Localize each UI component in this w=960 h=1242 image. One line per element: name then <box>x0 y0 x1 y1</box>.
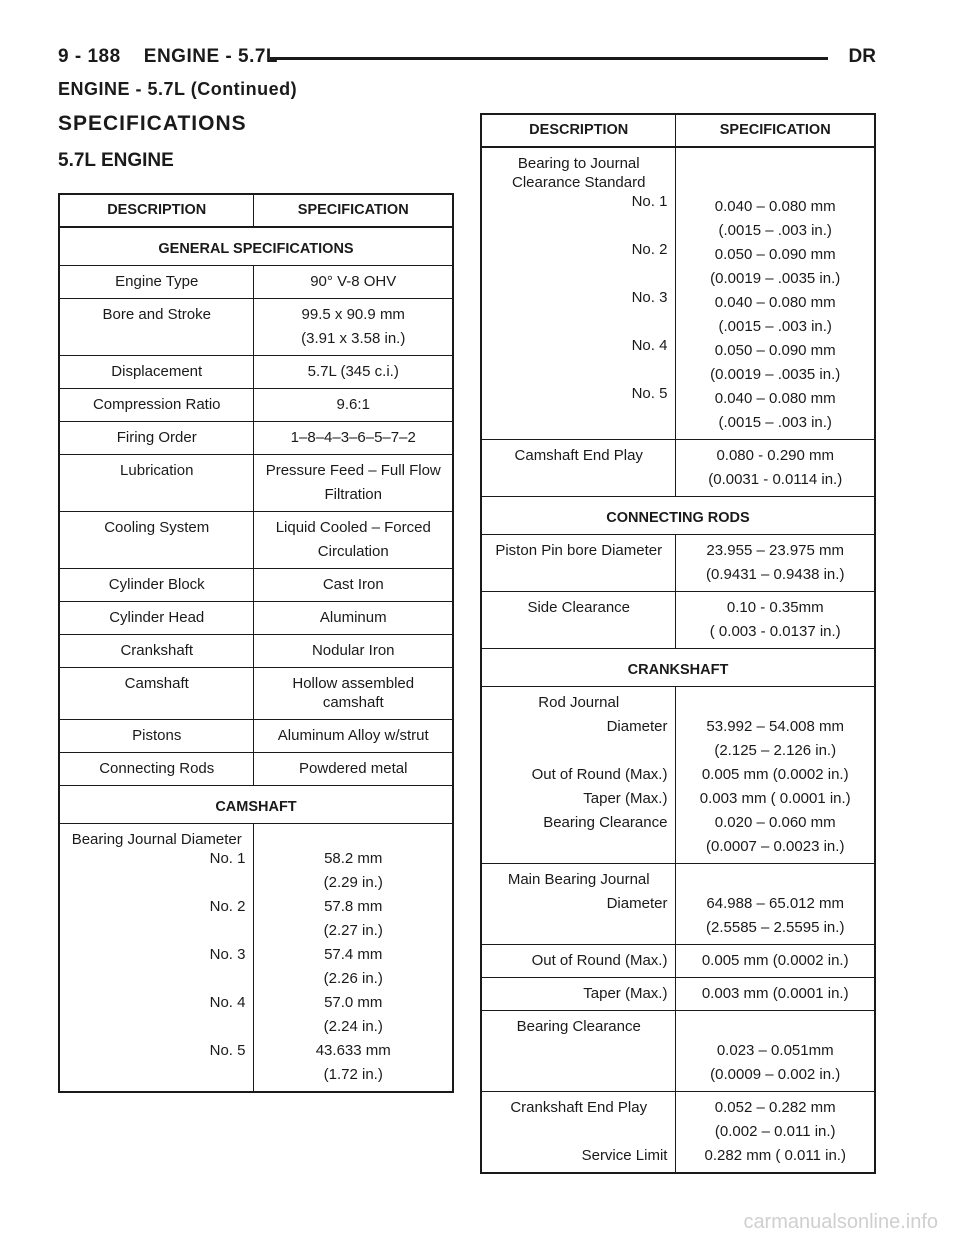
specification-cell <box>254 266 453 299</box>
table-row <box>481 687 875 864</box>
page-header <box>58 42 876 76</box>
spec-value: Liquid Cooled – Forced <box>275 519 431 536</box>
specification-cell <box>676 592 875 649</box>
specification-cell <box>676 978 875 1011</box>
general-rows <box>59 266 453 786</box>
column-header-description: DESCRIPTION <box>59 194 254 227</box>
description-text: Diameter <box>606 718 668 735</box>
spec-value: 0.050 – 0.090 mm <box>714 246 836 263</box>
spec-value: 90° V-8 OHV <box>310 273 397 290</box>
description-text: No. 5 <box>631 385 668 402</box>
description-text: Camshaft <box>124 675 189 692</box>
spec-value: (2.26 in.) <box>323 970 383 987</box>
description-text: Cylinder Block <box>108 576 205 593</box>
specification-cell <box>676 687 875 864</box>
specs-table-left <box>58 193 454 1093</box>
description-cell <box>59 753 254 786</box>
table-row <box>59 389 453 422</box>
spec-value: 0.020 – 0.060 mm <box>714 814 836 831</box>
description-text: Crankshaft <box>120 642 194 659</box>
specification-cell <box>254 512 453 569</box>
spec-value: Cast Iron <box>322 576 384 593</box>
description-text: No. 1 <box>209 850 246 867</box>
spec-value: Aluminum Alloy w/strut <box>277 727 429 744</box>
spec-value: (.0015 – .003 in.) <box>718 318 832 335</box>
specification-cell <box>254 356 453 389</box>
description-cell <box>481 1011 676 1092</box>
table-row <box>59 299 453 356</box>
table-row <box>59 356 453 389</box>
spec-value: Hollow assembled camshaft <box>292 675 415 711</box>
spec-value: Circulation <box>317 543 389 560</box>
description-cell <box>59 356 254 389</box>
description-text: Service Limit <box>581 1147 668 1164</box>
spec-value: 0.052 – 0.282 mm <box>714 1099 836 1116</box>
spec-value: (3.91 x 3.58 in.) <box>301 330 406 347</box>
description-text: Cooling System <box>104 519 210 536</box>
connecting-rods-rows <box>481 535 875 649</box>
spacer <box>490 312 667 331</box>
description-cell <box>59 635 254 668</box>
table-row <box>59 455 453 512</box>
table-row <box>481 592 875 649</box>
description-text: Compression Ratio <box>92 396 221 413</box>
specification-cell <box>676 535 875 592</box>
spec-value: 0.050 – 0.090 mm <box>714 342 836 359</box>
description-text: Engine Type <box>115 273 199 290</box>
spec-value: 0.040 – 0.080 mm <box>714 390 836 407</box>
spacer <box>68 1017 245 1036</box>
spec-value: (1.72 in.) <box>323 1066 383 1083</box>
specs-table-right <box>480 113 876 1174</box>
description-cell <box>59 455 254 512</box>
description-cell <box>481 1092 676 1174</box>
description-cell <box>59 720 254 753</box>
spacer <box>490 216 667 235</box>
specification-cell <box>254 824 453 1093</box>
table-row <box>481 945 875 978</box>
description-cell <box>481 945 676 978</box>
section-camshaft: CAMSHAFT <box>59 786 453 824</box>
spec-value: Filtration <box>324 486 382 503</box>
description-text: No. 5 <box>209 1042 246 1059</box>
specification-cell <box>254 422 453 455</box>
spec-value: Powdered metal <box>299 760 408 777</box>
spec-value: (2.125 – 2.126 in.) <box>714 742 837 759</box>
header-rule <box>270 57 828 60</box>
vehicle-code: DR <box>848 46 876 67</box>
specification-cell <box>254 569 453 602</box>
section-title: SPECIFICATIONS <box>58 112 247 135</box>
specification-cell <box>254 753 453 786</box>
spec-value: (0.0009 – 0.002 in.) <box>710 1066 841 1083</box>
section-crankshaft: CRANKSHAFT <box>481 649 875 687</box>
specification-cell <box>676 945 875 978</box>
table-row <box>59 602 453 635</box>
specification-cell <box>676 1011 875 1092</box>
description-text: Piston Pin bore Diameter <box>495 542 663 559</box>
description-cell <box>59 266 254 299</box>
page-number-title: 9 - 188 ENGINE - 5.7L <box>58 46 279 67</box>
description-text: No. 4 <box>209 994 246 1011</box>
spec-value: 0.023 – 0.051mm <box>716 1042 834 1059</box>
spec-value: 1–8–4–3–6–5–7–2 <box>290 429 416 446</box>
spec-value: (2.24 in.) <box>323 1018 383 1035</box>
spec-value: Aluminum <box>319 609 387 626</box>
description-text: Taper (Max.) <box>583 985 668 1002</box>
section-general: GENERAL SPECIFICATIONS <box>59 227 453 266</box>
spec-value: 0.282 mm ( 0.011 in.) <box>704 1147 846 1164</box>
specification-cell <box>254 635 453 668</box>
table-row <box>481 147 875 440</box>
column-header-specification: SPECIFICATION <box>676 114 875 147</box>
description-text: Bearing Journal Diameter <box>71 831 242 848</box>
column-header-description: DESCRIPTION <box>481 114 676 147</box>
specification-cell <box>676 147 875 440</box>
spec-value: (2.29 in.) <box>323 874 383 891</box>
description-text: Displacement <box>111 363 203 380</box>
spec-value: 57.0 mm <box>324 994 383 1011</box>
spacer <box>68 1065 245 1084</box>
spec-value: 64.988 – 65.012 mm <box>706 895 845 912</box>
spec-value: 0.005 mm (0.0002 in.) <box>701 766 849 783</box>
description-text: Lubrication <box>120 462 194 479</box>
specification-cell <box>676 1092 875 1174</box>
spec-value: (2.27 in.) <box>323 922 383 939</box>
description-text: Bearing Clearance <box>543 814 668 831</box>
description-cell <box>481 687 676 864</box>
description-cell <box>59 389 254 422</box>
description-text: Main Bearing Journal <box>507 871 650 888</box>
specification-cell <box>254 299 453 356</box>
spec-value: ( 0.003 - 0.0137 in.) <box>709 623 841 640</box>
spec-value: (2.5585 – 2.5595 in.) <box>706 919 845 936</box>
specification-cell <box>254 720 453 753</box>
spec-value: 58.2 mm <box>324 850 383 867</box>
description-text: Side Clearance <box>527 599 630 616</box>
spec-value: 0.005 mm (0.0002 in.) <box>701 952 849 969</box>
description-text: Bearing to Journal <box>517 155 640 172</box>
spacer <box>68 873 245 892</box>
description-text: Cylinder Head <box>109 609 205 626</box>
description-text: Rod Journal <box>538 694 620 711</box>
description-cell <box>481 535 676 592</box>
specification-cell <box>254 455 453 512</box>
spacer <box>68 921 245 940</box>
spec-value: 57.4 mm <box>324 946 383 963</box>
table-row <box>59 569 453 602</box>
table-row <box>59 635 453 668</box>
description-cell <box>59 512 254 569</box>
table-row <box>59 824 453 1093</box>
specification-cell <box>254 602 453 635</box>
description-cell <box>59 299 254 356</box>
table-row <box>481 535 875 592</box>
spec-value: Nodular Iron <box>311 642 395 659</box>
description-cell <box>481 978 676 1011</box>
spec-value: 0.003 mm ( 0.0001 in.) <box>699 790 851 807</box>
description-text: No. 2 <box>631 241 668 258</box>
engine-title: 5.7L ENGINE <box>58 150 174 171</box>
spec-value: (0.0019 – .0035 in.) <box>710 366 841 383</box>
description-text: Crankshaft End Play <box>510 1099 648 1116</box>
spec-value: 0.10 - 0.35mm <box>726 599 824 616</box>
description-text: No. 1 <box>631 193 668 210</box>
spacer <box>68 969 245 988</box>
table-row <box>481 978 875 1011</box>
table-row <box>59 266 453 299</box>
spacer <box>490 408 667 427</box>
description-cell <box>59 668 254 720</box>
section-connecting-rods: CONNECTING RODS <box>481 497 875 535</box>
specification-cell <box>676 440 875 497</box>
table-row <box>59 668 453 720</box>
table-row <box>481 440 875 497</box>
specification-cell <box>254 389 453 422</box>
description-cell <box>59 569 254 602</box>
spec-value: (0.0019 – .0035 in.) <box>710 270 841 287</box>
table-row <box>481 1011 875 1092</box>
table-row <box>59 422 453 455</box>
description-text: Diameter <box>606 895 668 912</box>
table-row <box>481 1092 875 1174</box>
description-cell <box>481 440 676 497</box>
spec-value: 9.6:1 <box>336 396 370 413</box>
table-row <box>59 512 453 569</box>
spec-value: 0.003 mm (0.0001 in.) <box>701 985 849 1002</box>
description-text: Camshaft End Play <box>514 447 643 464</box>
spec-value: 99.5 x 90.9 mm <box>301 306 405 323</box>
description-cell <box>59 602 254 635</box>
continued-heading: ENGINE - 5.7L (Continued) <box>58 79 298 99</box>
description-text: Pistons <box>132 727 182 744</box>
spec-value: (.0015 – .003 in.) <box>718 222 832 239</box>
description-text: Bearing Clearance <box>516 1018 641 1035</box>
spec-value: (0.002 – 0.011 in.) <box>714 1123 836 1140</box>
description-text: No. 4 <box>631 337 668 354</box>
description-text: No. 3 <box>209 946 246 963</box>
description-text: Out of Round (Max.) <box>531 952 668 969</box>
spec-value: 57.8 mm <box>324 898 383 915</box>
description-text: Out of Round (Max.) <box>531 766 668 783</box>
description-text: Bore and Stroke <box>102 306 211 323</box>
spec-value: (.0015 – .003 in.) <box>718 414 832 431</box>
spec-value: 0.040 – 0.080 mm <box>714 294 836 311</box>
spec-value: 53.992 – 54.008 mm <box>706 718 845 735</box>
spec-value: 43.633 mm <box>315 1042 391 1059</box>
spacer <box>490 264 667 283</box>
spec-value: (0.0031 - 0.0114 in.) <box>708 471 843 488</box>
spec-value: Pressure Feed – Full Flow <box>265 462 441 479</box>
spec-value: 5.7L (345 c.i.) <box>307 363 399 380</box>
specification-cell <box>254 668 453 720</box>
spec-value: (0.9431 – 0.9438 in.) <box>706 566 845 583</box>
description-cell <box>59 422 254 455</box>
spec-value: 0.040 – 0.080 mm <box>714 198 836 215</box>
description-cell <box>481 864 676 945</box>
description-text: No. 2 <box>209 898 246 915</box>
specification-cell <box>676 864 875 945</box>
description-text: No. 3 <box>631 289 668 306</box>
watermark: carmanualsonline.info <box>743 1211 938 1233</box>
table-row <box>59 753 453 786</box>
spec-value: 0.080 - 0.290 mm <box>716 447 834 464</box>
column-header-specification: SPECIFICATION <box>254 194 453 227</box>
description-text: Connecting Rods <box>99 760 215 777</box>
spacer <box>490 360 667 379</box>
description-cell <box>481 592 676 649</box>
description-cell <box>481 147 676 440</box>
spec-value: (0.0007 – 0.0023 in.) <box>706 838 845 855</box>
description-text: Firing Order <box>116 429 197 446</box>
table-row <box>481 864 875 945</box>
description-text: Taper (Max.) <box>583 790 668 807</box>
table-row <box>59 720 453 753</box>
description-cell <box>59 824 254 1093</box>
spec-value: 23.955 – 23.975 mm <box>706 542 845 559</box>
description-text: Clearance Standard <box>512 174 646 191</box>
